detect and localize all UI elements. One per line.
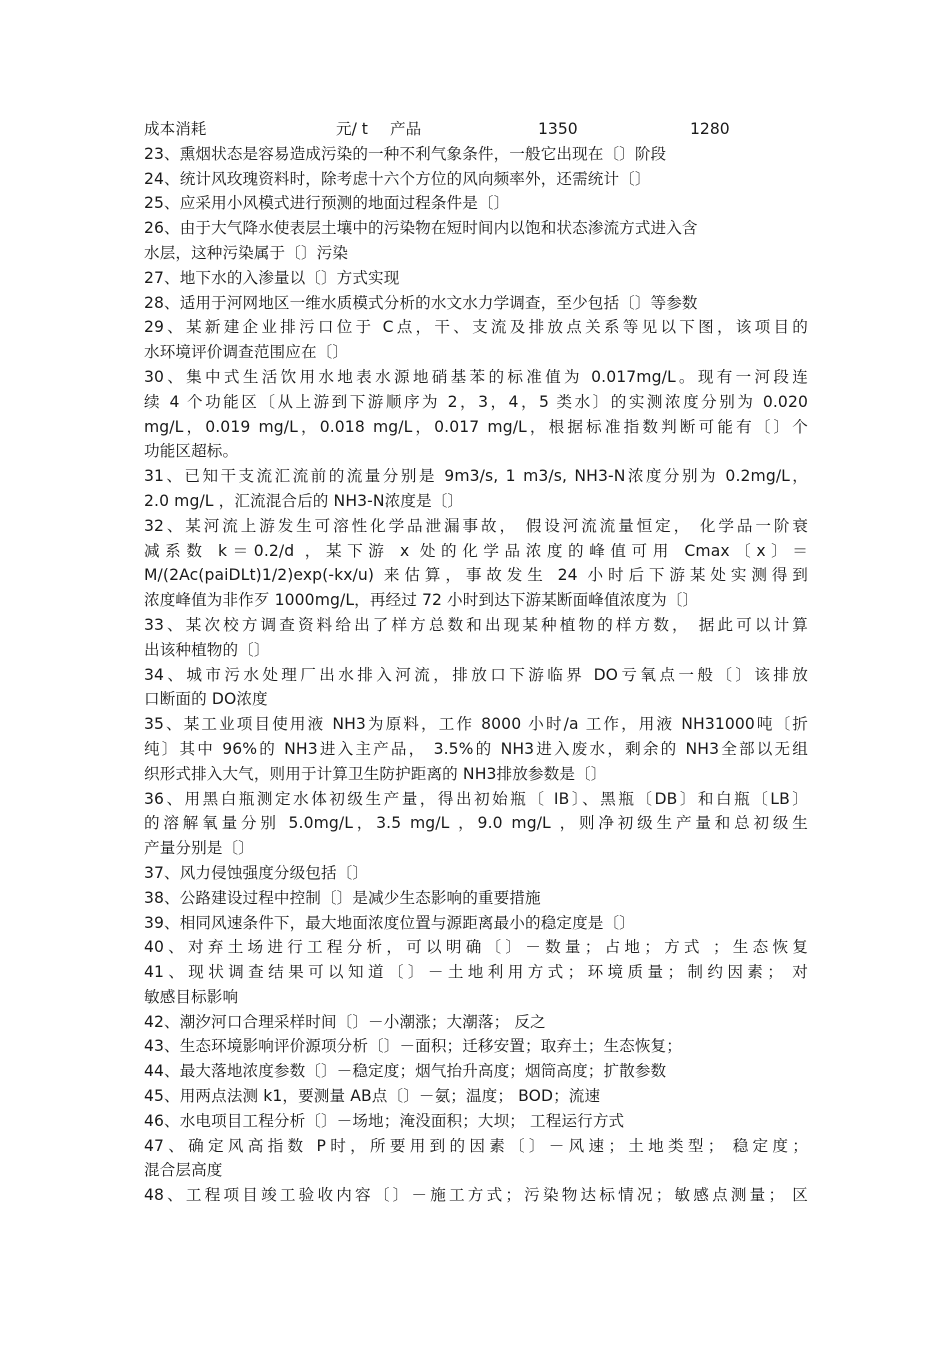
text-line: 织形式排入大气，则用于计算卫生防护距离的 NH3排放参数是〔〕 xyxy=(144,764,607,783)
row-unit: 元/ t xyxy=(336,120,368,138)
text-line: 35、某工业项目使用液 NH3为原料，工作 8000 小时/a 工作，用液 NH31000吨〔折 xyxy=(144,715,808,734)
text-line: mg/L，0.019 mg/L，0.018 mg/L，0.017 mg/L，根据标准指数判断可能有〔〕个 xyxy=(144,417,808,436)
text-line: 混合层高度 xyxy=(144,1161,223,1180)
text-line: 42、潮汐河口合理采样时间〔〕－小潮涨；大潮落； 反之 xyxy=(144,1012,546,1031)
row-value-1: 1350 xyxy=(538,120,578,138)
text-line: 减系数 k＝0.2/d ，某下游 x 处的化学品浓度的峰值可用 Cmax〔x〕＝ xyxy=(144,541,808,560)
document-body xyxy=(144,117,808,1208)
text-line: 口断面的 DO浓度 xyxy=(144,690,268,709)
text-line: 26、由于大气降水使表层土壤中的污染物在短时间内以饱和状态渗流方式进入含 xyxy=(144,219,698,238)
text-line: 29、某新建企业排污口位于 C点，干、支流及排放点关系等见以下图，该项目的 xyxy=(144,318,808,337)
text-line: 纯〕其中 96%的 NH3进入主产品， 3.5%的 NH3进入废水，剩余的 NH3全部以无组 xyxy=(144,739,808,758)
text-line: 功能区超标。 xyxy=(144,442,239,461)
row-label: 成本消耗 xyxy=(144,120,207,138)
text-line: 38、公路建设过程中控制〔〕是减少生态影响的重要措施 xyxy=(144,888,541,907)
text-line: 出该种植物的〔〕 xyxy=(144,640,270,659)
text-line: 续 4 个功能区〔从上游到下游顺序为 2，3，4，5 类水〕的实测浓度分别为 0.020 xyxy=(144,392,808,411)
text-line: M/(2Ac(paiDLt)1/2)exp(-kx/u) 来估算，事故发生 24 小时后下游某处实测得到 xyxy=(144,566,808,585)
text-line: 40、对弃土场进行工程分析，可以明确〔〕－数量；占地；方式 ；生态恢复 xyxy=(144,938,808,957)
text-line: 37、风力侵蚀强度分级包括〔〕 xyxy=(144,863,369,882)
text-line: 浓度峰值为非作歹 1000mg/L，再经过 72 小时到达下游某断面峰值浓度为〔〕 xyxy=(144,591,699,610)
text-line: 47、确定风高指数 P时，所要用到的因素〔〕－风速；土地类型； 稳定度； xyxy=(144,1136,808,1155)
row-product: 产品 xyxy=(390,120,422,138)
text-line: 45、用两点法测 k1，要测量 AB点〔〕－氨；温度； BOD；流速 xyxy=(144,1087,601,1106)
text-line: 36、用黑白瓶测定水体初级生产量，得出初始瓶〔 IB〕、黑瓶〔DB〕和白瓶〔LB〕 xyxy=(144,789,808,808)
text-line: 31、已知干支流汇流前的流量分别是 9m3/s, 1 m3/s, NH3-N浓度分别为 0.2mg/L， xyxy=(144,467,808,486)
text-line: 32、某河流上游发生可溶性化学品泄漏事故， 假设河流流量恒定， 化学品一阶衰 xyxy=(144,516,808,535)
text-line: 2.0 mg/L ，汇流混合后的 NH3-N浓度是〔〕 xyxy=(144,491,464,510)
text-line: 28、适用于河网地区一维水质模式分析的水文水力学调查，至少包括〔〕等参数 xyxy=(144,293,698,312)
text-line: 水层，这种污染属于〔〕污染 xyxy=(144,243,349,262)
question-list xyxy=(144,142,808,1208)
text-line: 41、现状调查结果可以知道〔〕－土地利用方式；环境质量；制约因素； 对 xyxy=(144,963,808,982)
text-line: 30、集中式生活饮用水地表水源地硝基苯的标准值为 0.017mg/L。现有一河段连 xyxy=(144,367,808,386)
cost-table-row xyxy=(144,117,808,142)
text-line: 水环境评价调查范围应在〔〕 xyxy=(144,343,349,362)
text-line: 25、应采用小风模式进行预测的地面过程条件是〔〕 xyxy=(144,194,510,213)
text-line: 39、相同风速条件下，最大地面浓度位置与源距离最小的稳定度是〔〕 xyxy=(144,913,635,932)
text-line: 产量分别是〔〕 xyxy=(144,839,254,858)
text-line: 33、某次校方调查资料给出了样方总数和出现某种植物的样方数， 据此可以计算 xyxy=(144,615,808,634)
text-line: 27、地下水的入渗量以〔〕方式实现 xyxy=(144,268,400,287)
text-line: 43、生态环境影响评价源项分析〔〕－面积；迁移安置；取弃土；生态恢复； xyxy=(144,1037,682,1056)
text-line: 46、水电项目工程分析〔〕－场地；淹没面积；大坝； 工程运行方式 xyxy=(144,1111,625,1130)
row-value-2: 1280 xyxy=(690,120,730,138)
text-line: 敏感目标影响 xyxy=(144,987,239,1006)
text-line: 48、工程项目竣工验收内容〔〕－施工方式；污染物达标情况；敏感点测量； 区 xyxy=(144,1186,808,1205)
text-line: 23、熏烟状态是容易造成污染的一种不利气象条件，一般它出现在〔〕阶段 xyxy=(144,144,667,163)
text-line: 44、最大落地浓度参数〔〕－稳定度；烟气抬升高度；烟筒高度；扩散参数 xyxy=(144,1062,667,1081)
text-line: 34、城市污水处理厂出水排入河流，排放口下游临界 DO亏氧点一般〔〕该排放 xyxy=(144,665,808,684)
text-line: 24、统计风玫瑰资料时，除考虑十六个方位的风向频率外，还需统计〔〕 xyxy=(144,169,651,188)
text-line: 的溶解氧量分别 5.0mg/L，3.5 mg/L ，9.0 mg/L ，则净初级生产量和总初级生 xyxy=(144,814,808,833)
